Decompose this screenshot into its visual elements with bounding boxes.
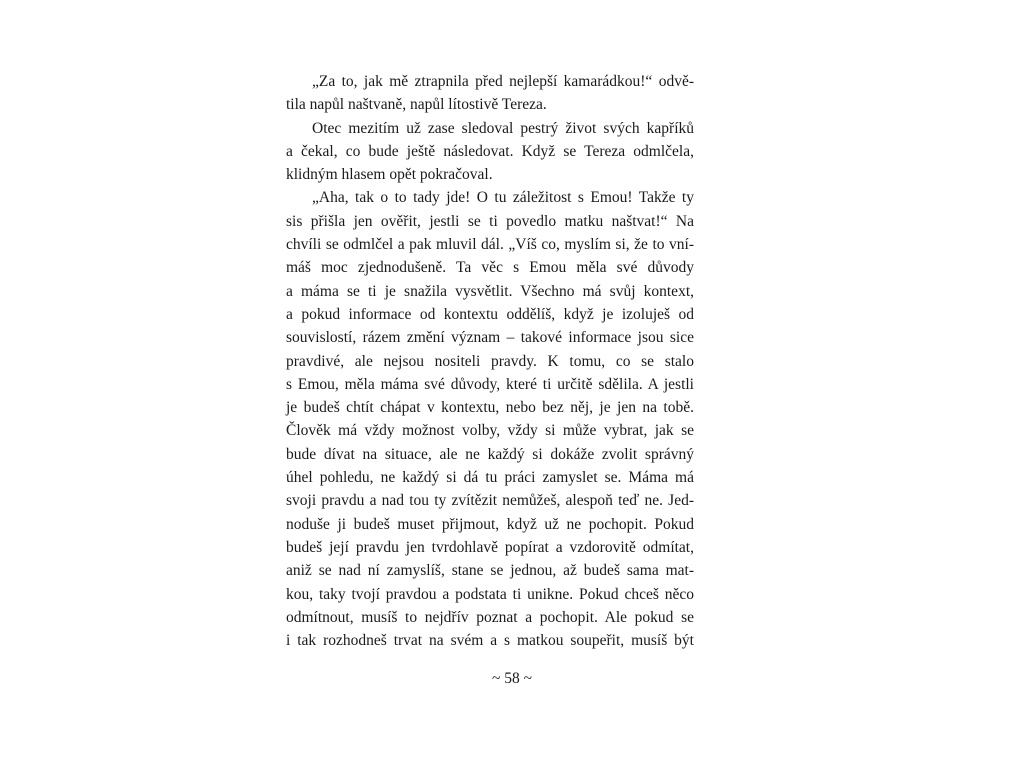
text-line: noduše ji budeš muset přijmout, když už ne pochopit. Pokud bbox=[286, 515, 694, 533]
text-line: „Aha, tak o to tady jde! O tu záležitost s Emou! Takže ty bbox=[312, 189, 694, 207]
text-line: pravdivé, ale nejsou nositeli pravdy. K tomu, co se stalo bbox=[286, 352, 694, 370]
text-line: bude dívat na situace, ale ne každý si dokáže zvolit správný bbox=[286, 445, 694, 463]
text-line: souvislostí, rázem změní význam – takové informace jsou sice bbox=[286, 329, 694, 347]
text-line: budeš její pravdu jen tvrdohlavě popírat a vzdorovitě odmítat, bbox=[286, 538, 694, 556]
text-line: „Za to, jak mě ztrapnila před nejlepší kamarádkou!“ odvě- bbox=[312, 73, 694, 90]
text-line: svoji pravdu a nad tou ty zvítězit nemůžeš, alespoň teď ne. Jed- bbox=[286, 492, 694, 510]
text-line: a pokud informace od kontextu oddělíš, když je izoluješ od bbox=[286, 305, 694, 323]
text-line: i tak rozhodneš trvat na svém a s matkou soupeřit, musíš být bbox=[286, 632, 694, 650]
text-line: kou, taky tvojí pravdou a podstata ti unikne. Pokud chceš něco bbox=[286, 585, 694, 603]
text-line: Člověk má vždy možnost volby, vždy si může vybrat, jak se bbox=[286, 422, 694, 440]
text-line: Otec mezitím už zase sledoval pestrý život svých kapříků bbox=[312, 119, 694, 137]
text-line: úhel pohledu, ne každý si dá tu práci zamyslet se. Máma má bbox=[286, 469, 694, 487]
body-text bbox=[286, 70, 694, 652]
page-number: ~ 58 ~ bbox=[491, 670, 533, 687]
text-line: a máma se ti je snažila vysvětlit. Všechno má svůj kontext, bbox=[286, 282, 694, 300]
text-line: s Emou, měla máma své důvody, které ti určitě sdělila. A jestli bbox=[286, 375, 694, 393]
text-line: je budeš chtít chápat v kontextu, nebo bez něj, je jen na tobě. bbox=[286, 399, 694, 417]
text-line: máš moc zjednodušeně. Ta věc s Emou měla své důvody bbox=[286, 259, 694, 277]
text-line: aniž se nad ní zamyslíš, stane se jednou, až budeš sama mat- bbox=[286, 562, 694, 580]
text-line: a čekal, co bude ještě následovat. Když se Tereza odmlčela, bbox=[286, 142, 694, 160]
text-line: odmítnout, musíš to nejdřív poznat a pochopit. Ale pokud se bbox=[286, 608, 694, 626]
text-line: sis přišla jen ověřit, jestli se ti povedlo matku naštvat!“ Na bbox=[286, 212, 694, 230]
text-line: tila napůl naštvaně, napůl lítostivě Tereza. bbox=[286, 96, 547, 114]
text-line: klidným hlasem opět pokračoval. bbox=[286, 166, 493, 184]
text-line: chvíli se odmlčel a pak mluvil dál. „Víš co, myslím si, že to vní- bbox=[286, 236, 694, 254]
